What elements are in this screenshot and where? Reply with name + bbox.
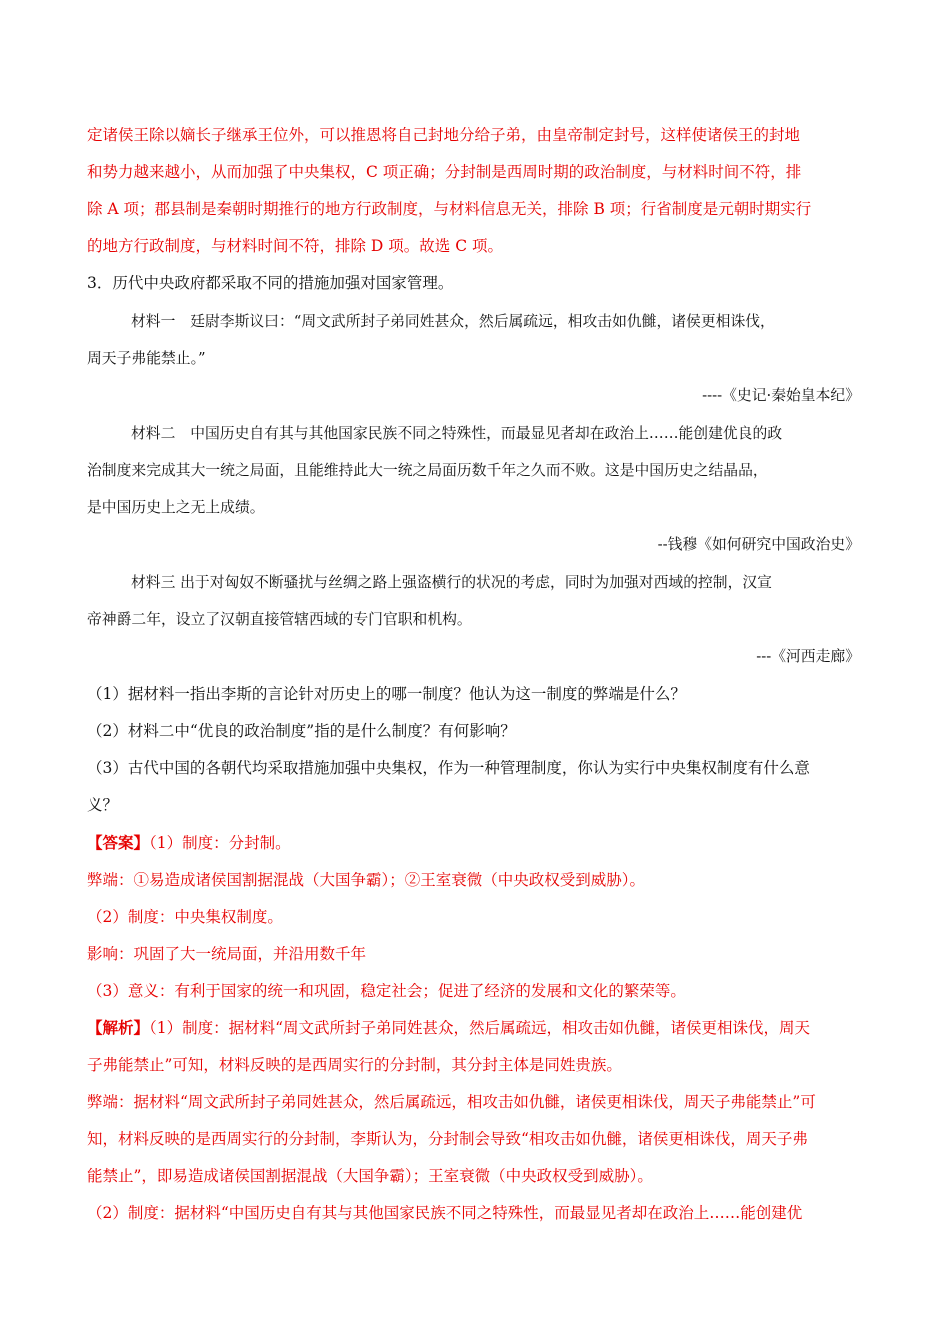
analysis-line: 知，材料反映的是西周实行的分封制，李斯认为，分封制会导致“相攻击如仇雠，诸侯更相诛伐，周天子弗	[87, 1130, 808, 1148]
material1-line: 周天子弗能禁止。”	[87, 350, 206, 367]
prev-explanation-line: 定诸侯王除以嫡长子继承王位外，可以推恩将自己封地分给子弟，由皇帝制定封号，这样使诸侯王的封地	[87, 126, 801, 144]
answer-tag: 【答案】	[87, 833, 150, 852]
material1-source: ----《史记·秦始皇本纪》	[702, 387, 860, 404]
analysis-line: 弊端：据材料“周文武所封子弟同姓甚众，然后属疏远，相攻击如仇雠，诸侯更相诛伐，周天子弗能禁止”可	[87, 1093, 816, 1111]
material1-line: 材料一 廷尉李斯议曰：“周文武所封子弟同姓甚众，然后属疏远，相攻击如仇雠，诸侯更相诛伐，	[131, 313, 775, 330]
analysis-line: 能禁止”，即易造成诸侯国割据混战（大国争霸）；王室衰微（中央政权受到威胁）。	[87, 1167, 653, 1185]
prev-explanation-line: 和势力越来越小，从而加强了中央集权，C 项正确；分封制是西周时期的政治制度，与材料时间不符，排	[87, 163, 802, 181]
analysis-first-line	[87, 1018, 863, 1038]
analysis-line: 子弗能禁止”可知，材料反映的是西周实行的分封制，其分封主体是同姓贵族。	[87, 1056, 622, 1074]
sub-question: （1）据材料一指出李斯的言论针对历史上的哪一制度？他认为这一制度的弊端是什么？	[87, 685, 686, 703]
prev-explanation-line: 的地方行政制度，与材料时间不符，排除 D 项。故选 C 项。	[87, 237, 503, 255]
answer-line: 弊端：①易造成诸侯国割据混战（大国争霸）；②王室衰微（中央政权受到威胁）。	[87, 871, 646, 889]
material2-line: 治制度来完成其大一统之局面，且能维持此大一统之局面历数千年之久而不败。这是中国历史之结晶品，	[87, 462, 768, 479]
material2-line: 材料二 中国历史自有其与其他国家民族不同之特殊性，而最显见者却在政治上……能创建优良的政	[131, 425, 783, 442]
material3-source: ---《河西走廊》	[756, 648, 860, 665]
answer-text: （1）制度：分封制。	[149, 834, 291, 852]
analysis-line: （2）制度：据材料“中国历史自有其与其他国家民族不同之特殊性，而最显见者却在政治上……能创建优	[87, 1204, 803, 1222]
sub-question: （3）古代中国的各朝代均采取措施加强中央集权，作为一种管理制度，你认为实行中央集权制度有什么意	[87, 759, 810, 777]
material3-line: 材料三 出于对匈奴不断骚扰与丝绸之路上强盗横行的状况的考虑，同时为加强对西域的控制，汉宣	[131, 574, 772, 591]
answer-line: （3）意义：有利于国家的统一和巩固，稳定社会；促进了经济的发展和文化的繁荣等。	[87, 982, 686, 1000]
material2-line: 是中国历史上之无上成绩。	[87, 499, 265, 516]
material3-line: 帝神爵二年，设立了汉朝直接管辖西域的专门官职和机构。	[87, 611, 472, 628]
answer-line: （2）制度：中央集权制度。	[87, 908, 283, 926]
sub-question: （2）材料二中“优良的政治制度”指的是什么制度？有何影响？	[87, 722, 516, 740]
prev-explanation-line: 除 A 项；郡县制是秦朝时期推行的地方行政制度，与材料信息无关，排除 B 项；行省制度是元朝时期实行	[87, 200, 812, 218]
answer-line: 影响：巩固了大一统局面，并沿用数千年	[87, 945, 367, 963]
sub-question: 义？	[87, 796, 119, 814]
material2-source: --钱穆《如何研究中国政治史》	[657, 536, 860, 553]
answer-first-line	[87, 833, 863, 853]
analysis-tag: 【解析】	[87, 1018, 150, 1037]
analysis-text: （1）制度：据材料“周文武所封子弟同姓甚众，然后属疏远，相攻击如仇雠，诸侯更相诛伐，周天	[149, 1019, 811, 1037]
question-stem: 3．历代中央政府都采取不同的措施加强对国家管理。	[87, 274, 454, 292]
